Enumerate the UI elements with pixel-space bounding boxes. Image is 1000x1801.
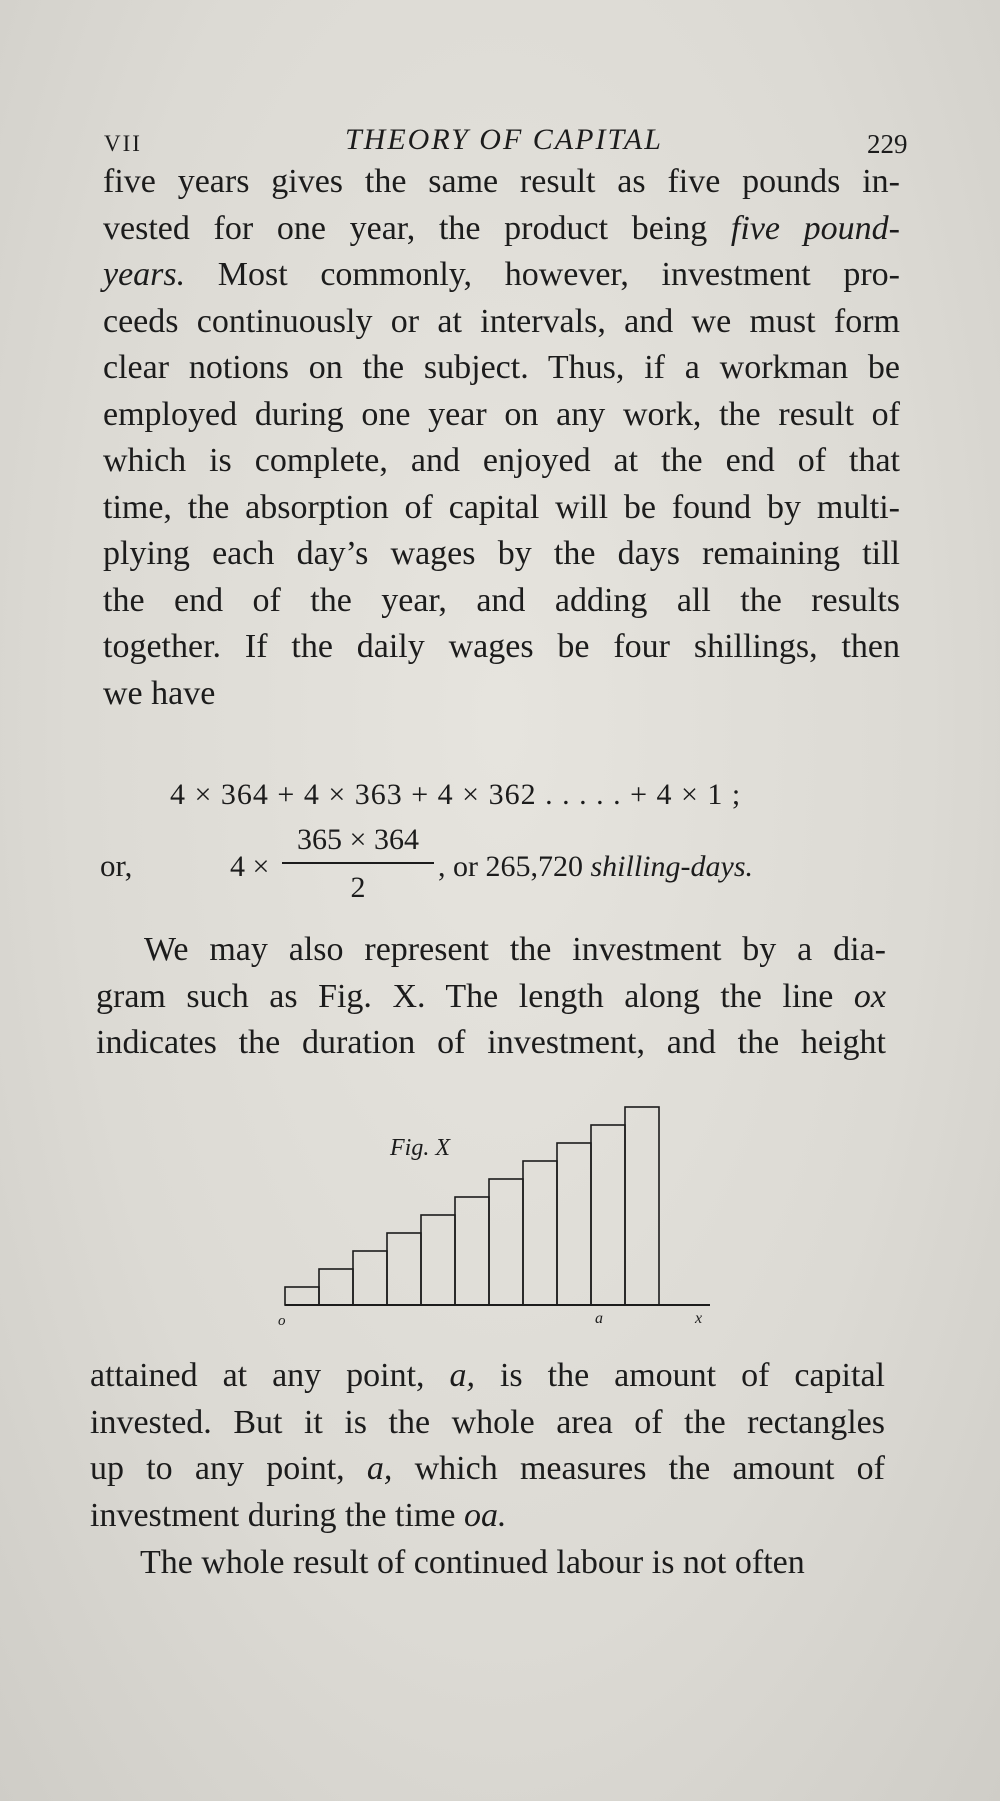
step-rectangle bbox=[523, 1161, 557, 1305]
text-span: gram such as Fig. X. The length along the line bbox=[96, 977, 854, 1015]
step-rectangle bbox=[353, 1251, 387, 1305]
text-span: Most commonly, however, investment pro- bbox=[185, 256, 900, 293]
text-span: up to any point, bbox=[90, 1450, 367, 1487]
text-span: attained at any point, bbox=[90, 1357, 450, 1394]
fraction-bar bbox=[282, 862, 434, 864]
or-label: or, bbox=[100, 848, 133, 883]
text-line: the end of the year, and adding all the results bbox=[103, 581, 900, 619]
text-line: clear notions on the subject. Thus, if a workman be bbox=[103, 349, 900, 386]
text-line bbox=[90, 1446, 885, 1493]
text-line bbox=[90, 1493, 885, 1540]
formula-result bbox=[438, 850, 753, 884]
italic-phrase: oa. bbox=[463, 1496, 507, 1534]
chapter-number: VII bbox=[104, 131, 142, 156]
text-span: investment during the time bbox=[90, 1496, 464, 1534]
step-rectangle bbox=[489, 1179, 523, 1305]
step-rectangle bbox=[591, 1125, 625, 1305]
italic-phrase: years. bbox=[103, 256, 186, 293]
figure-x bbox=[270, 1095, 730, 1325]
text-line: We may also represent the investment by a dia- bbox=[144, 931, 886, 968]
paragraph-2 bbox=[96, 927, 886, 1067]
text-line bbox=[90, 1353, 885, 1400]
text-line: plying each day’s wages by the days remaining till bbox=[103, 535, 900, 572]
text-line: employed during one year on any work, the result of bbox=[103, 395, 900, 433]
text-line: indicates the duration of investment, and the height bbox=[96, 1024, 886, 1061]
step-rectangle bbox=[625, 1107, 659, 1305]
text-line: ceeds continuously or at intervals, and we must form bbox=[103, 302, 900, 340]
label-x: x bbox=[695, 1310, 703, 1325]
paragraph-4 bbox=[140, 1540, 885, 1587]
page-number: 229 bbox=[867, 129, 908, 159]
label-o: o bbox=[278, 1313, 286, 1325]
step-rectangle bbox=[285, 1287, 319, 1305]
fraction-numerator: 365 × 364 bbox=[297, 823, 419, 856]
step-rectangle bbox=[319, 1269, 353, 1305]
text-line: five years gives the same result as five pounds in- bbox=[103, 163, 900, 200]
step-rectangle bbox=[387, 1233, 421, 1305]
italic-phrase: five pound- bbox=[730, 209, 900, 247]
text-line: The whole result of continued labour is not often bbox=[140, 1544, 805, 1581]
text-line bbox=[103, 206, 900, 253]
text-span: vested for one year, the product being bbox=[103, 209, 731, 247]
text-line bbox=[96, 974, 886, 1021]
running-title: THEORY OF CAPITAL bbox=[345, 123, 663, 156]
text-line: invested. But it is the whole area of the rectangles bbox=[90, 1403, 885, 1441]
text-line: we have bbox=[103, 674, 216, 712]
step-rectangle bbox=[421, 1215, 455, 1305]
italic-phrase: ox bbox=[853, 977, 886, 1015]
fraction-formula bbox=[100, 820, 900, 910]
step-rectangle bbox=[557, 1143, 591, 1305]
text-line bbox=[103, 252, 900, 299]
formula-factor: 4 × bbox=[230, 850, 270, 883]
paragraph-3 bbox=[90, 1353, 885, 1539]
label-a: a bbox=[595, 1310, 603, 1325]
fraction-denominator: 2 bbox=[350, 871, 366, 904]
text-line: time, the absorption of capital will be found by multi- bbox=[103, 488, 900, 526]
text-line: together. If the daily wages be four shillings, then bbox=[103, 628, 900, 665]
step-diagram bbox=[270, 1095, 730, 1325]
result-value: , or 265,720 bbox=[438, 850, 591, 883]
text-span: is the amount of capital bbox=[475, 1357, 885, 1394]
figure-caption: Fig. X bbox=[390, 1135, 450, 1161]
result-unit: shilling-days. bbox=[590, 850, 753, 883]
italic-phrase: a, bbox=[449, 1357, 476, 1394]
fraction bbox=[282, 820, 434, 908]
italic-phrase: a, bbox=[366, 1450, 393, 1487]
running-header bbox=[0, 123, 1000, 163]
step-rectangle bbox=[455, 1197, 489, 1305]
sum-formula: 4 × 364 + 4 × 363 + 4 × 362 . . . . . + 4 × 1 ; bbox=[170, 778, 742, 811]
text-span: which measures the amount of bbox=[392, 1450, 885, 1487]
text-line: which is complete, and enjoyed at the end of that bbox=[103, 442, 900, 479]
step-rectangles bbox=[285, 1107, 659, 1305]
paragraph-1 bbox=[103, 159, 900, 717]
